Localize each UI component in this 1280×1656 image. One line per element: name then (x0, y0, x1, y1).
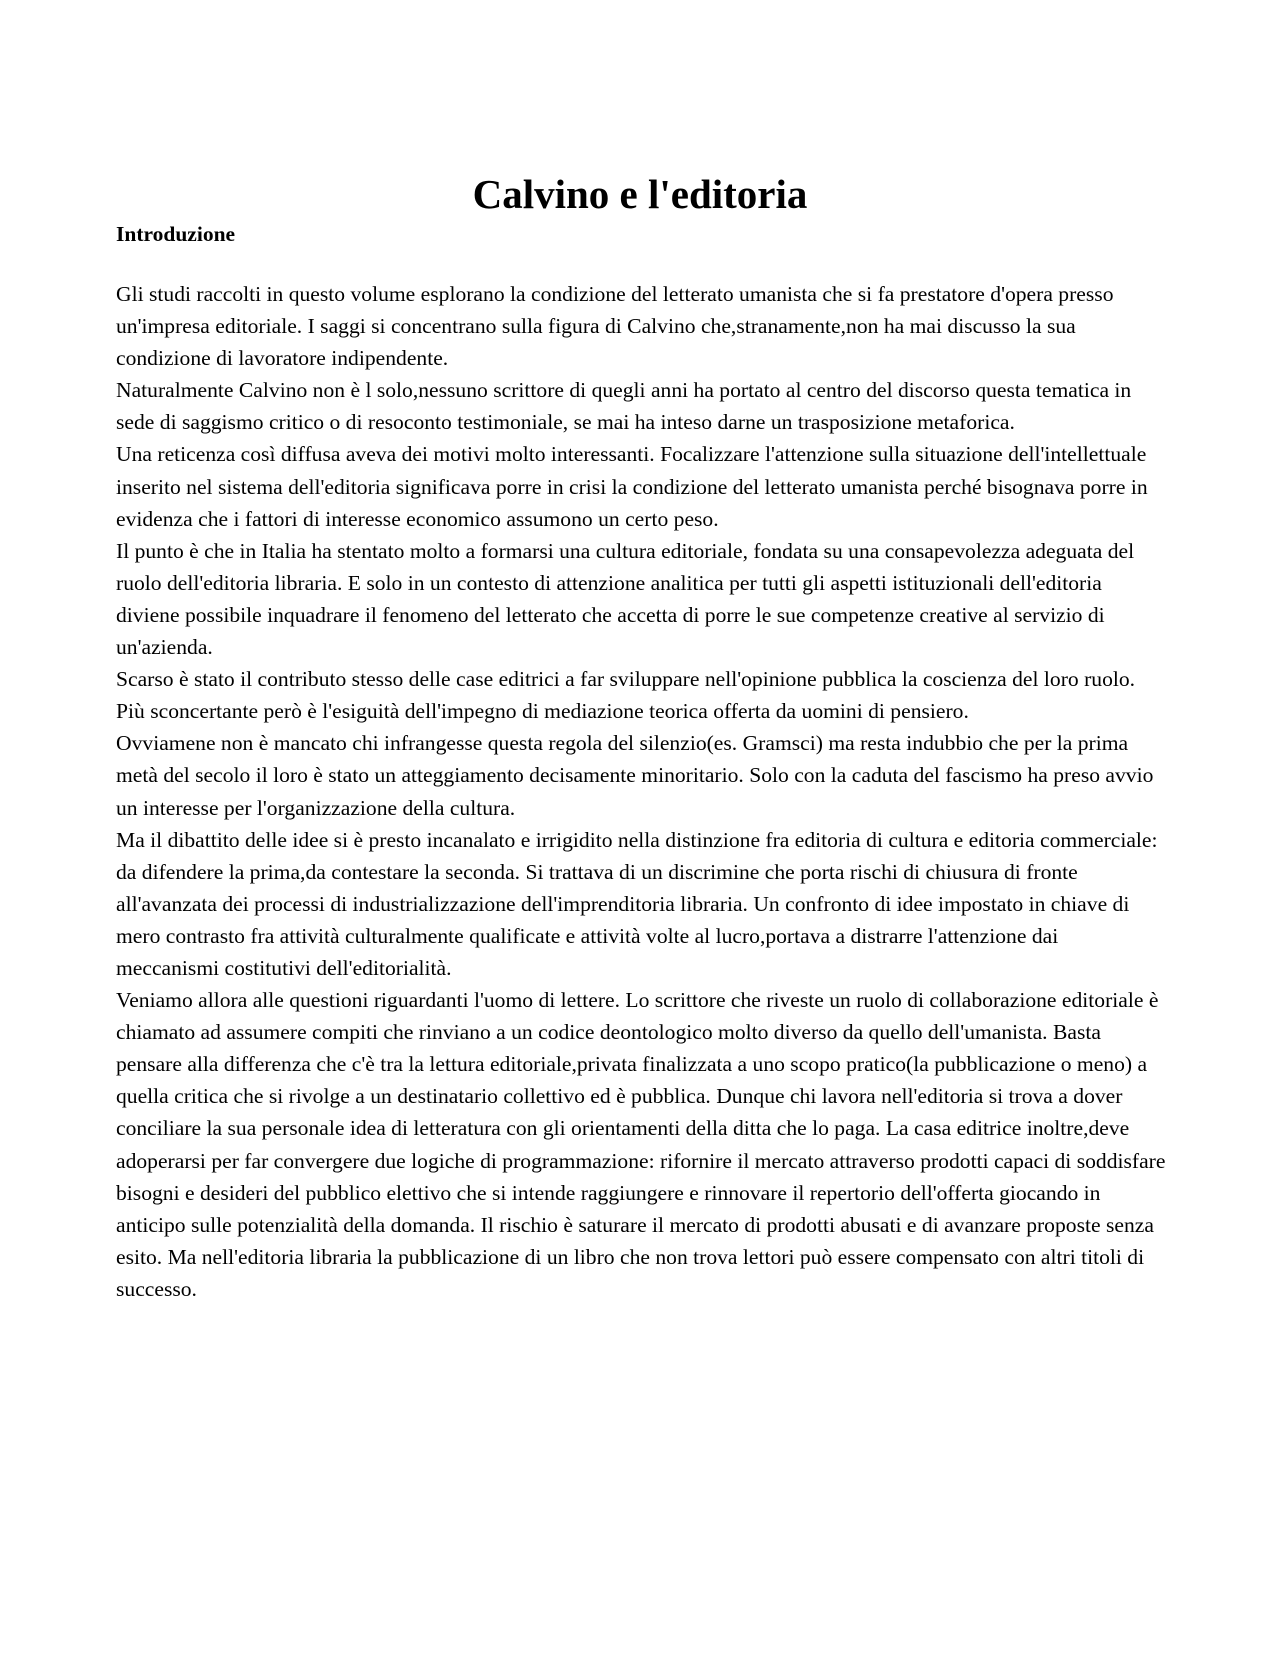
body-text (116, 278, 1166, 1305)
paragraph: Veniamo allora alle questioni riguardanti l'uomo di lettere. Lo scrittore che riveste un ruolo di collaborazione editoriale è chiamato ad assumere compiti che rinviano a un codice deontologico molto diverso da quello dell'umanista. Basta pensare alla differenza che c'è tra la lettura editoriale,privata finalizzata a uno scopo pratico(la pubblicazione o meno) a quella critica che si rivolge a un destinatario collettivo ed è pubblica. Dunque chi lavora nell'editoria si trova a dover conciliare la sua personale idea di letteratura con gli orientamenti della ditta che lo paga. La casa editrice inoltre,deve adoperarsi per far convergere due logiche di programmazione: rifornire il mercato attraverso prodotti capaci di soddisfare bisogni e desideri del pubblico elettivo che si intende raggiungere e rinnovare il repertorio dell'offerta giocando in anticipo sulle potenzialità della domanda. Il rischio è saturare il mercato di prodotti abusati e di avanzare proposte senza esito. Ma nell'editoria libraria la pubblicazione di un libro che non trova lettori può essere compensato con altri titoli di successo. (116, 988, 1166, 1301)
paragraph: Una reticenza così diffusa aveva dei motivi molto interessanti. Focalizzare l'attenzione sulla situazione dell'intellettuale inserito nel sistema dell'editoria significava porre in crisi la condizione del letterato umanista perché bisognava porre in evidenza che i fattori di interesse economico assumono un certo peso. (116, 442, 1148, 531)
paragraph: Naturalmente Calvino non è l solo,nessuno scrittore di quegli anni ha portato al centro del discorso questa tematica in sede di saggismo critico o di resoconto testimoniale, se mai ha inteso darne un trasposizione metaforica. (116, 378, 1132, 435)
paragraph: Scarso è stato il contributo stesso delle case editrici a far sviluppare nell'opinione pubblica la coscienza del loro ruolo. Più sconcertante però è l'esiguità dell'impegno di mediazione teorica offerta da uomini di pensiero. (116, 667, 1136, 724)
paragraph: Il punto è che in Italia ha stentato molto a formarsi una cultura editoriale, fondata su una consapevolezza adeguata del ruolo dell'editoria libraria. E solo in un contesto di attenzione analitica per tutti gli aspetti istituzionali dell'editoria diviene possibile inquadrare il fenomeno del letterato che accetta di porre le sue competenze creative al servizio di un'azienda. (116, 538, 1135, 660)
document-title: Calvino e l'editoria (472, 171, 808, 217)
paragraph: Gli studi raccolti in questo volume esplorano la condizione del letterato umanista che si fa prestatore d'opera presso un'impresa editoriale. I saggi si concentrano sulla figura di Calvino che,stranamente,non ha mai discusso la sua condizione di lavoratore indipendente. (116, 282, 1114, 371)
paragraph: Ma il dibattito delle idee si è presto incanalato e irrigidito nella distinzione fra editoria di cultura e editoria commerciale: da difendere la prima,da contestare la seconda. Si trattava di un discrimine che porta rischi di chiusura di fronte all'avanzata dei processi di industrializzazione dell'imprenditoria libraria. Un confronto di idee impostato in chiave di mero contrasto fra attività culturalmente qualificate e attività volte al lucro,portava a distrarre l'attenzione dai meccanismi costitutivi dell'editorialità. (116, 827, 1158, 980)
section-heading: Introduzione (116, 222, 236, 246)
paragraph: Ovviamene non è mancato chi infrangesse questa regola del silenzio(es. Gramsci) ma resta indubbio che per la prima metà del secolo il loro è stato un atteggiamento decisamente minoritario. Solo con la caduta del fascismo ha preso avvio un interesse per l'organizzazione della cultura. (116, 731, 1154, 820)
